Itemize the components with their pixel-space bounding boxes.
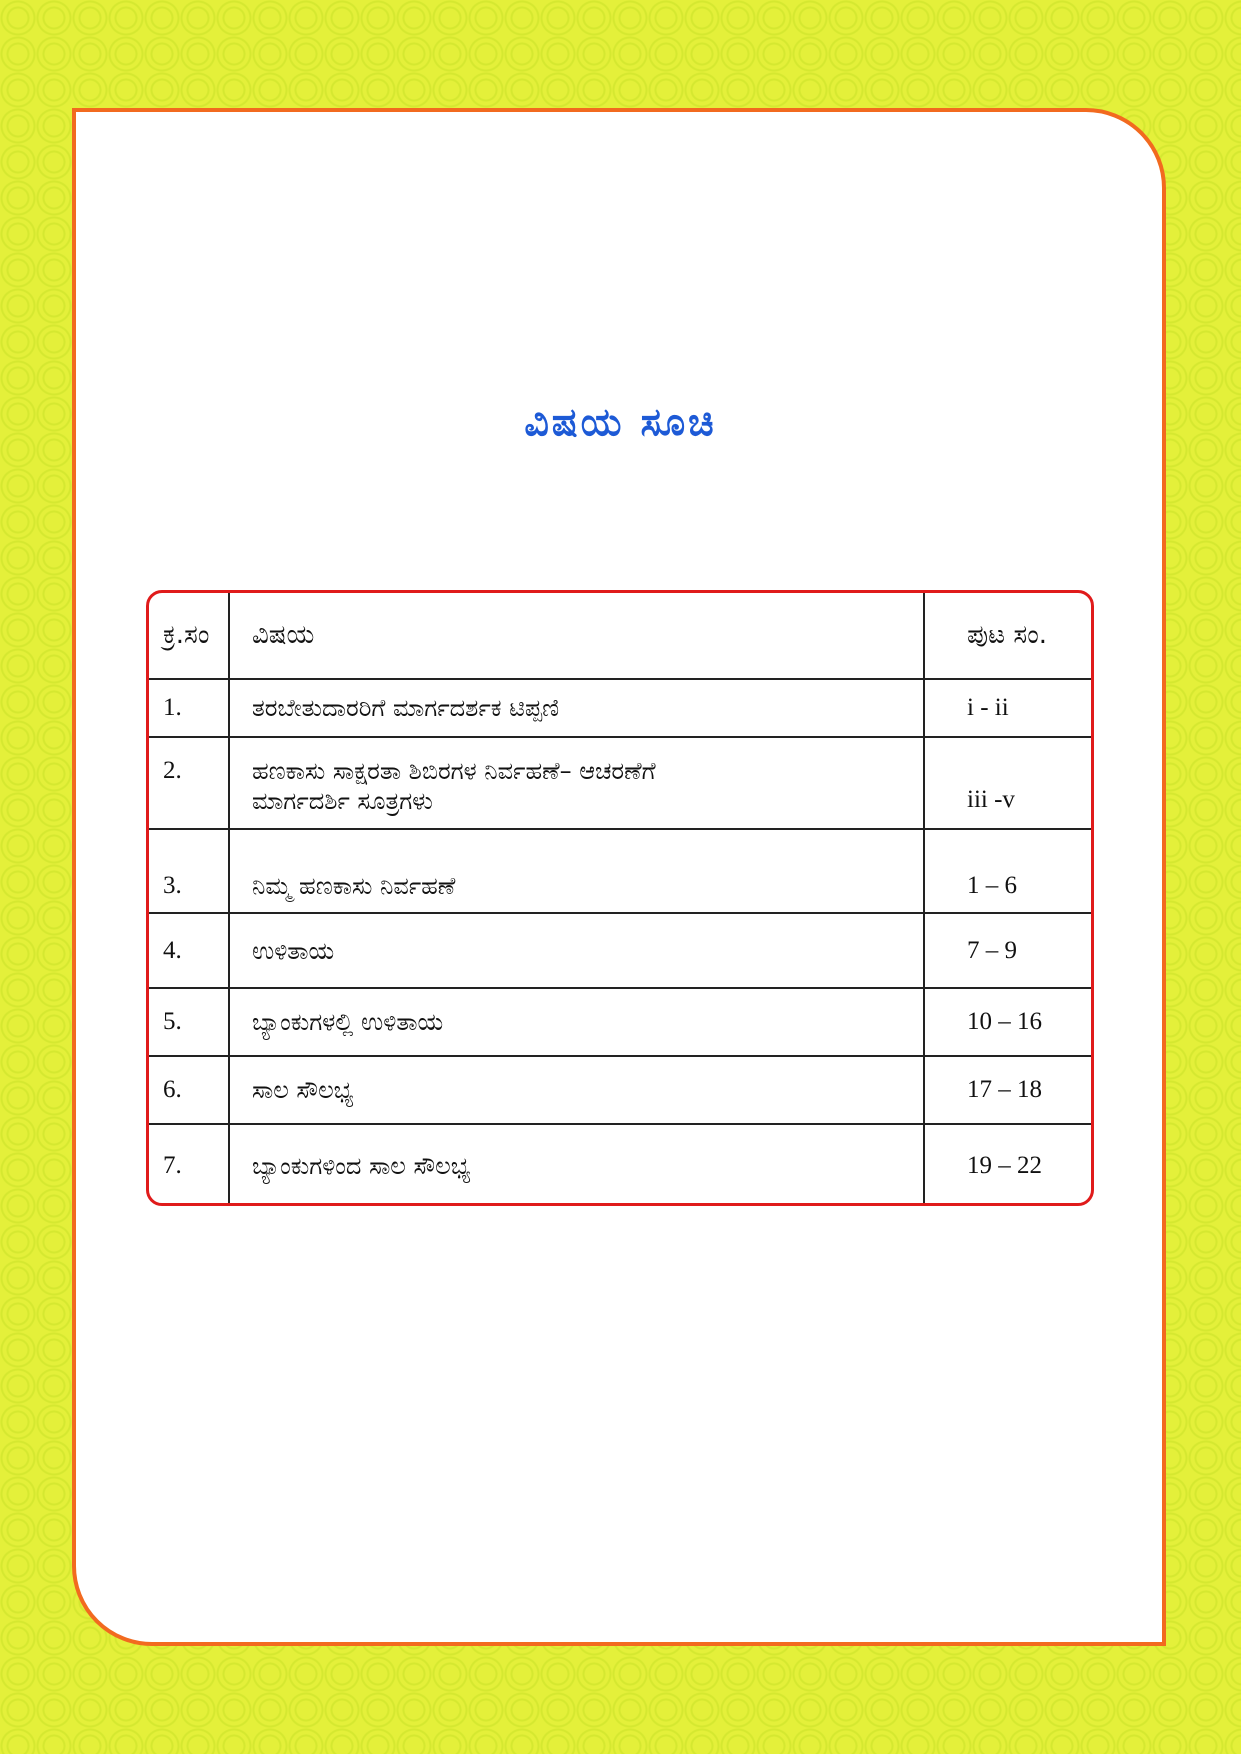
header-subject: ವಿಷಯ [229, 593, 924, 679]
row-number: 1. [149, 679, 229, 737]
row-subject-line-2: ಮಾರ್ಗದರ್ಶಿ ಸೂತ್ರಗಳು [252, 787, 433, 815]
row-number: 5. [149, 988, 229, 1056]
row-page: i - ii [924, 679, 1091, 737]
row-number: 3. [149, 829, 229, 913]
row-subject: ಬ್ಯಾಂಕುಗಳಿಂದ ಸಾಲ ಸೌಲಭ್ಯ [229, 1124, 924, 1206]
table-row [149, 679, 1091, 737]
row-subject-line-1: ಹಣಕಾಸು ಸಾಕ್ಷರತಾ ಶಿಬಿರಗಳ ನಿರ್ವಹಣೆ– ಆಚರಣೆಗೆ [252, 757, 656, 785]
table-row [149, 913, 1091, 988]
row-page: 10 – 16 [924, 988, 1091, 1056]
row-subject: ಉಳಿತಾಯ [229, 913, 924, 988]
row-number: 2. [149, 737, 229, 829]
page-title: ವಿಷಯ ಸೂಚಿ [524, 400, 717, 444]
header-page: ಪುಟ ಸಂ. [924, 593, 1091, 679]
row-subject: ತರಬೇತುದಾರರಿಗೆ ಮಾರ್ಗದರ್ಶಕ ಟಿಪ್ಪಣಿ [229, 679, 924, 737]
table-row [149, 737, 1091, 829]
row-page: 7 – 9 [924, 913, 1091, 988]
row-subject: ಸಾಲ ಸೌಲಭ್ಯ [229, 1056, 924, 1124]
row-number: 6. [149, 1056, 229, 1124]
table-row [149, 829, 1091, 913]
row-page: 17 – 18 [924, 1056, 1091, 1124]
header-number: ಕ್ರ.ಸಂ [149, 593, 229, 679]
row-number: 4. [149, 913, 229, 988]
row-subject: ಬ್ಯಾಂಕುಗಳಲ್ಲಿ ಉಳಿತಾಯ [229, 988, 924, 1056]
table-row [149, 988, 1091, 1056]
table-header-row [149, 593, 1091, 679]
row-subject: ನಿಮ್ಮ ಹಣಕಾಸು ನಿರ್ವಹಣೆ [229, 829, 924, 913]
contents-table-box [146, 590, 1094, 1206]
table-row [149, 1124, 1091, 1206]
row-page: iii -v [924, 737, 1091, 829]
contents-table [149, 593, 1091, 1206]
row-number: 7. [149, 1124, 229, 1206]
row-page: 1 – 6 [924, 829, 1091, 913]
row-subject [229, 737, 924, 829]
row-page: 19 – 22 [924, 1124, 1091, 1206]
table-row [149, 1056, 1091, 1124]
